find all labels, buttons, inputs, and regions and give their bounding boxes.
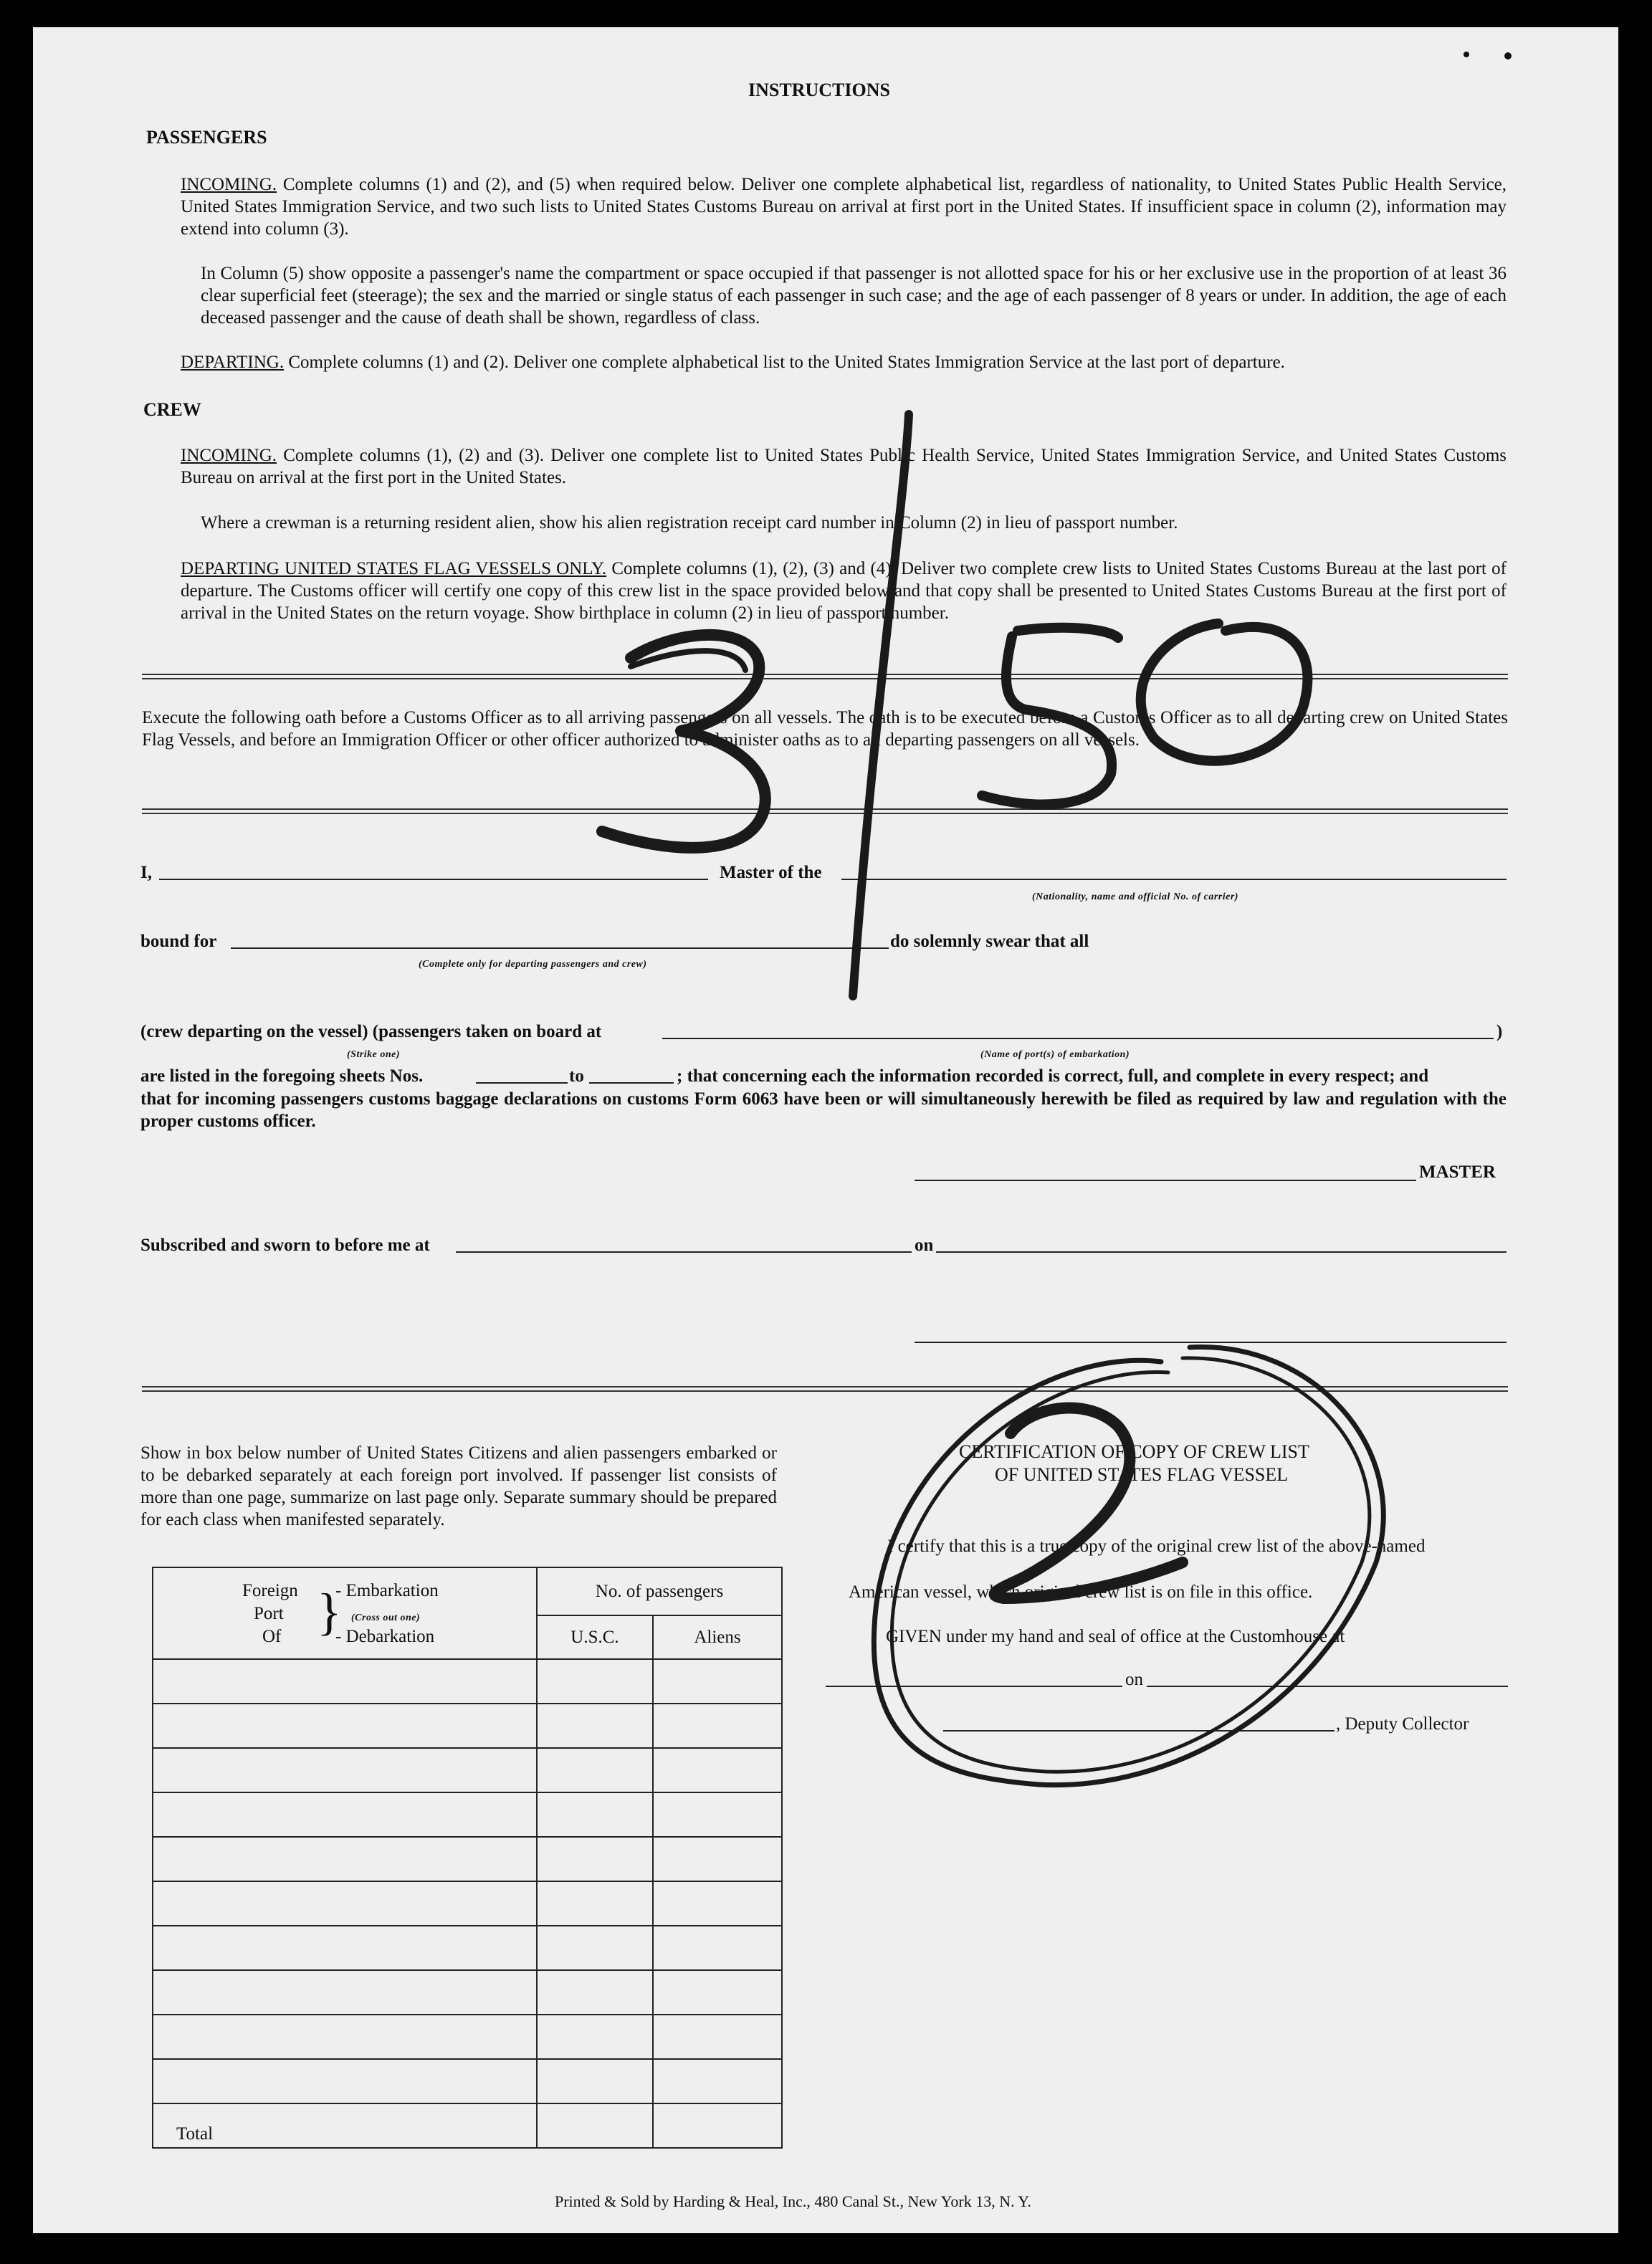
- aliens-cell[interactable]: [653, 1970, 782, 2015]
- certification-title-2: OF UNITED STATES FLAG VESSEL: [995, 1464, 1289, 1485]
- crew-heading: CREW: [143, 399, 201, 420]
- aliens-cell[interactable]: [653, 1837, 782, 1881]
- port-cell[interactable]: [153, 1704, 537, 1748]
- table-row: [153, 1970, 782, 2015]
- bound-for-field[interactable]: [231, 947, 889, 949]
- departing-label: DEPARTING.: [181, 353, 285, 372]
- master-label: MASTER: [1419, 1162, 1496, 1182]
- aliens-cell[interactable]: [653, 1704, 782, 1748]
- passengers-incoming-paragraph: [181, 173, 1507, 240]
- printer-footer: Printed & Sold by Harding & Heal, Inc., 480 Canal St., New York 13, N. Y.: [555, 2192, 1031, 2210]
- cert-on-label: on: [1125, 1670, 1143, 1689]
- customhouse-field[interactable]: [826, 1686, 1122, 1687]
- column5-paragraph: In Column (5) show opposite a passenger's name the compartment or space occupied if that passenger is not allotted space for his or her exclusive use in the proportion of at least 36 clear superficial feet (steerage); the sex and the married or single status of each passenger in such case; and the age of each passenger of 8 years or under. In addition, the age of each deceased passenger and the cause of death shall be shown, regardless of class.: [201, 264, 1507, 328]
- port-cell[interactable]: [153, 1881, 537, 1926]
- port-cell[interactable]: [153, 1926, 537, 1970]
- port-cell[interactable]: [153, 2015, 537, 2059]
- carrier-caption: (Nationality, name and official No. of carrier): [1032, 892, 1238, 902]
- aliens-cell[interactable]: [653, 1792, 782, 1837]
- crewman-paragraph: Where a crewman is a returning resident alien, show his alien registration receipt card number in Column (2) in lieu of passport number.: [201, 513, 1178, 532]
- sheet-from-field[interactable]: [476, 1082, 568, 1084]
- crew-incoming-text: Complete columns (1), (2) and (3). Deliver one complete list to United States Public Health Service, United States Immigration Service, and United States Customs Bureau on arrival at the first port in the United States.: [181, 446, 1507, 487]
- subscribed-place-field[interactable]: [456, 1251, 912, 1253]
- aliens-cell[interactable]: [653, 1926, 782, 1970]
- to-label: to: [569, 1066, 584, 1086]
- usc-header: U.S.C.: [537, 1615, 653, 1659]
- total-usc-cell[interactable]: [537, 2103, 653, 2148]
- usc-cell[interactable]: [537, 1926, 653, 1970]
- deputy-signature-field[interactable]: [943, 1730, 1335, 1732]
- sheet-to-field[interactable]: [589, 1082, 674, 1084]
- usc-cell[interactable]: [537, 2015, 653, 2059]
- deputy-label: , Deputy Collector: [1336, 1714, 1469, 1734]
- usc-cell[interactable]: [537, 1837, 653, 1881]
- port-cell[interactable]: [153, 1970, 537, 2015]
- oath-i-label: I,: [140, 863, 152, 882]
- carrier-field[interactable]: [841, 879, 1507, 880]
- strike-one-caption: (Strike one): [347, 1049, 401, 1060]
- bound-caption: (Complete only for departing passengers and crew): [419, 959, 647, 970]
- master-name-field[interactable]: [159, 879, 708, 880]
- incoming-text: Complete columns (1) and (2), and (5) when required below. Deliver one complete alphabetical list, regardless of nationality, to United States Public Health Service, United States Immigration Service, and two such lists to United States Customs Bureau on arrival at first port in the United States. If insufficient space in column (2), information may extend into column (3).: [181, 175, 1507, 239]
- crew-departing-label: (crew departing on the vessel) (passengers taken on board at: [140, 1022, 602, 1041]
- subscribed-date-field[interactable]: [936, 1251, 1507, 1253]
- total-row: [153, 2103, 782, 2148]
- no-passengers-header: No. of passengers: [537, 1567, 782, 1615]
- departing-flag-text: Complete columns (1), (2), (3) and (4). Deliver two complete crew lists to United States Customs Bureau at the last port of departure. The Customs officer will certify one copy of this crew list in the space provided below and that copy shall be presented to United States Customs Bureau at the first port of arrival in the United States on the return voyage. Show birthplace in column (2) in lieu of passport number.: [181, 559, 1507, 623]
- close-paren: ): [1496, 1022, 1503, 1041]
- cross-out-caption: (Cross out one): [351, 1613, 421, 1623]
- summary-instructions: Show in box below number of United States Citizens and alien passengers embarked or to be debarked separately at each foreign port involved. If passenger list consists of more than one page, summarize on last page only. Separate summary should be prepared for each class when manifested separately.: [140, 1443, 777, 1529]
- listed-rest: ; that concerning each the information recorded is correct, full, and complete in every respect; and: [677, 1066, 1429, 1086]
- passengers-departing-paragraph: [181, 351, 1507, 373]
- table-row: [153, 2059, 782, 2103]
- port-cell[interactable]: [153, 1748, 537, 1792]
- foreign-label: Foreign: [242, 1581, 298, 1600]
- cert-date-field[interactable]: [1147, 1686, 1508, 1687]
- declaration-rest: that for incoming passengers customs baggage declarations on customs Form 6063 have been or will simultaneously herewith be filed as required by law and regulation with the proper customs officer.: [140, 1089, 1507, 1131]
- port-label: Port: [254, 1604, 284, 1623]
- aliens-cell[interactable]: [653, 1659, 782, 1704]
- table-row: [153, 1926, 782, 1970]
- aliens-cell[interactable]: [653, 1748, 782, 1792]
- port-header-cell: [153, 1567, 537, 1659]
- total-label: Total: [153, 2103, 537, 2148]
- port-cell[interactable]: [153, 1837, 537, 1881]
- of-label: Of: [262, 1627, 282, 1646]
- master-signature-field[interactable]: [915, 1180, 1416, 1181]
- usc-cell[interactable]: [537, 2059, 653, 2103]
- given-line: GIVEN under my hand and seal of office at the Customhouse at: [886, 1627, 1345, 1646]
- departing-flag-label: DEPARTING UNITED STATES FLAG VESSELS ONLY.: [181, 559, 607, 578]
- certify-line-1: I certify that this is a true copy of the original crew list of the above-named: [887, 1537, 1426, 1556]
- aliens-cell[interactable]: [653, 2059, 782, 2103]
- embarkation-label: - Embarkation: [335, 1581, 439, 1600]
- departing-text: Complete columns (1) and (2). Deliver one complete alphabetical list to the United States Immigration Service at the last port of departure.: [288, 353, 1285, 372]
- usc-cell[interactable]: [537, 1659, 653, 1704]
- subscribed-on-label: on: [915, 1236, 934, 1255]
- departing-flag-paragraph: [181, 558, 1507, 624]
- brace-icon: }: [317, 1583, 342, 1640]
- divider-2: [142, 808, 1508, 814]
- officer-signature-field[interactable]: [915, 1342, 1507, 1343]
- aliens-cell[interactable]: [653, 2015, 782, 2059]
- passengers-heading: PASSENGERS: [146, 127, 267, 148]
- table-row: [153, 1748, 782, 1792]
- crew-incoming-label: INCOMING.: [181, 446, 277, 465]
- instructions-title: INSTRUCTIONS: [748, 80, 890, 100]
- bound-for-label: bound for: [140, 932, 217, 951]
- certification-title-1: CERTIFICATION OF COPY OF CREW LIST: [959, 1441, 1309, 1462]
- port-cell[interactable]: [153, 2059, 537, 2103]
- usc-cell[interactable]: [537, 1748, 653, 1792]
- swear-label: do solemnly swear that all: [890, 932, 1089, 951]
- table-row: [153, 1837, 782, 1881]
- oath-intro: Execute the following oath before a Customs Officer as to all arriving passengers on all vessels. The oath is to be executed before a Customs Officer as to all departing crew on United States Flag Vessels, and before an Immigration Officer or other officer authorized to administer oaths as to all departing passengers on all vessels.: [142, 708, 1508, 750]
- crew-incoming-paragraph: [181, 444, 1507, 489]
- table-row: [153, 1659, 782, 1704]
- table-row: [153, 1881, 782, 1926]
- listed-sheets-label: are listed in the foregoing sheets Nos.: [140, 1066, 424, 1086]
- master-of-label: Master of the: [720, 863, 822, 882]
- usc-cell[interactable]: [537, 1704, 653, 1748]
- usc-cell[interactable]: [537, 1970, 653, 2015]
- aliens-header: Aliens: [653, 1615, 782, 1659]
- debarkation-label: - Debarkation: [335, 1627, 435, 1646]
- table-row: [153, 1792, 782, 1837]
- port-cell[interactable]: [153, 1659, 537, 1704]
- aliens-cell[interactable]: [653, 1881, 782, 1926]
- usc-cell[interactable]: [537, 1792, 653, 1837]
- divider-3: [142, 1386, 1508, 1392]
- usc-cell[interactable]: [537, 1881, 653, 1926]
- total-aliens-cell[interactable]: [653, 2103, 782, 2148]
- ports-caption: (Name of port(s) of embarkation): [980, 1049, 1130, 1060]
- subscribed-label: Subscribed and sworn to before me at: [140, 1236, 430, 1255]
- port-cell[interactable]: [153, 1792, 537, 1837]
- table-row: [153, 2015, 782, 2059]
- incoming-label: INCOMING.: [181, 175, 277, 194]
- ports-field[interactable]: [662, 1038, 1494, 1039]
- certify-line-2: American vessel, which original crew list is on file in this office.: [849, 1582, 1313, 1602]
- divider-1: [142, 674, 1508, 679]
- table-row: [153, 1704, 782, 1748]
- passenger-summary-table: [152, 1567, 783, 2149]
